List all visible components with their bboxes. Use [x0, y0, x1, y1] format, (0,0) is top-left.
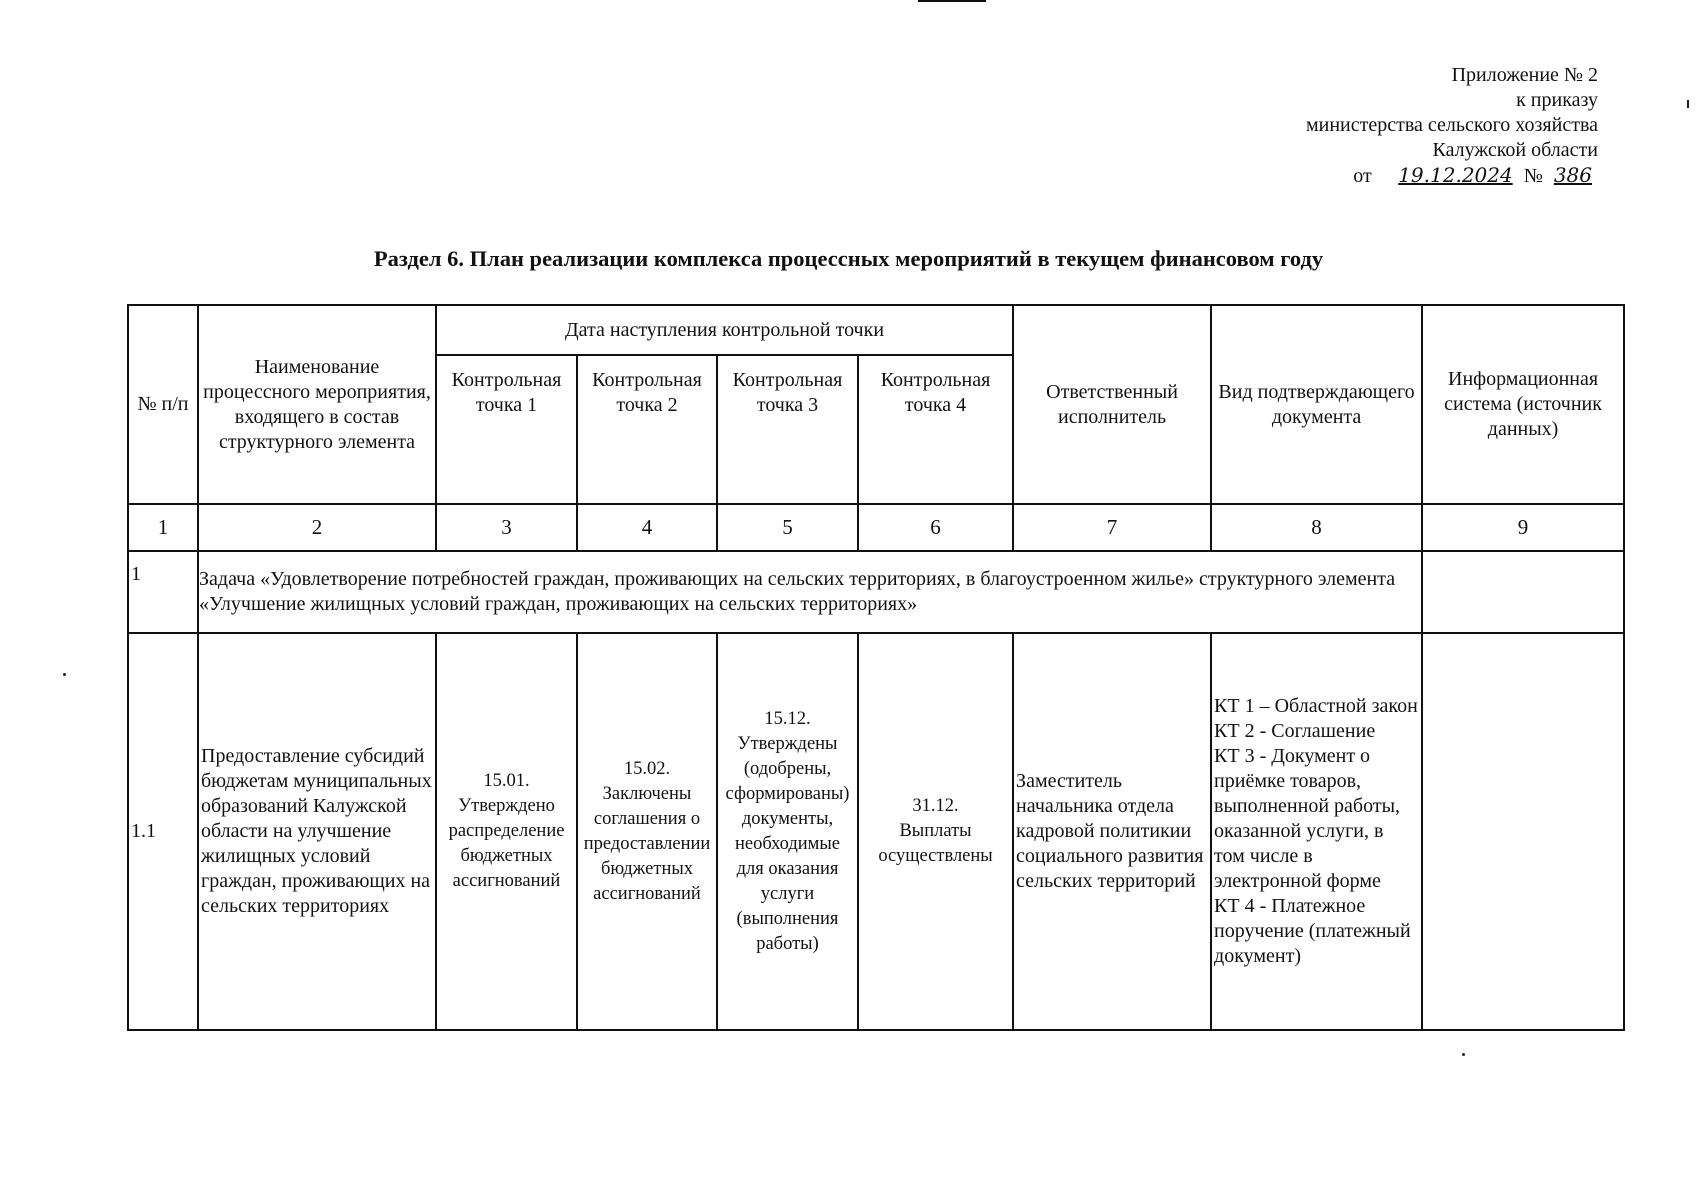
- kt3-text: Утверждены (одобрены, сформированы) документы, необходимые для оказания услуги (выполнения работы): [725, 733, 850, 954]
- appendix-date-line: [1306, 163, 1598, 189]
- scan-speck: [1462, 1053, 1465, 1056]
- column-number: 4: [577, 504, 717, 551]
- date-prefix: от: [1353, 165, 1372, 187]
- row-kt4: [858, 633, 1013, 1030]
- row-number: 1.1: [128, 633, 198, 1030]
- doc-kt3: КТ 3 - Документ о приёмке товаров, выполненной работы, оказанной услуги, в том числе в электронной форме: [1214, 745, 1401, 892]
- column-number: 8: [1211, 504, 1422, 551]
- task-row: [128, 551, 1624, 633]
- task-info-system: [1422, 551, 1624, 633]
- kt4-text: Выплаты осуществлены: [878, 821, 993, 866]
- section-title: Раздел 6. План реализации комплекса процессных мероприятий в текущем финансовом году: [373, 246, 1324, 271]
- order-date: 19.12.2024: [1398, 163, 1513, 187]
- kt2-date: 15.02.: [623, 758, 671, 779]
- header-date-group: Дата наступления контрольной точки: [436, 305, 1013, 355]
- kt2-text: Заключены соглашения о предоставлении бюджетных ассигнований: [583, 783, 711, 904]
- column-number: 5: [717, 504, 858, 551]
- appendix-line: Приложение № 2: [1451, 64, 1598, 86]
- kt1-date: 15.01.: [483, 771, 530, 791]
- header-info-system: Информационная система (источник данных): [1422, 305, 1624, 504]
- header-document-type: Вид подтверждающего документа: [1211, 305, 1422, 504]
- appendix-line: к приказу: [1516, 89, 1598, 111]
- header-row: [128, 305, 1624, 355]
- scan-speck: [63, 673, 66, 676]
- column-numbers-row: [128, 504, 1624, 551]
- doc-kt4: КТ 4 - Платежное поручение (платежный документ): [1214, 895, 1411, 967]
- header-number: № п/п: [128, 305, 198, 504]
- scan-speck: [1687, 100, 1689, 108]
- plan-table: [127, 304, 1625, 1031]
- header-responsible: Ответственный исполнитель: [1013, 305, 1211, 504]
- kt4-date: 31.12.: [912, 796, 959, 816]
- kt3-date: 15.12.: [764, 708, 811, 729]
- appendix-line: министерства сельского хозяйства: [1305, 114, 1598, 136]
- column-number: 1: [128, 504, 198, 551]
- row-document-types: [1211, 633, 1422, 1030]
- number-prefix: №: [1523, 165, 1543, 187]
- row-kt3: [717, 633, 858, 1030]
- column-number: 3: [436, 504, 577, 551]
- row-kt1: [436, 633, 577, 1030]
- doc-kt1: КТ 1 – Областной закон: [1214, 695, 1418, 717]
- header-kt4: Контрольная точка 4: [858, 355, 1013, 504]
- header-kt3: Контрольная точка 3: [717, 355, 858, 504]
- appendix-line: Калужской области: [1432, 139, 1598, 161]
- task-number: 1: [128, 551, 198, 633]
- header-kt2: Контрольная точка 2: [577, 355, 717, 504]
- header-kt1: Контрольная точка 1: [436, 355, 577, 504]
- header-activity-name: Наименование процессного мероприятия, входящего в состав структурного элемента: [198, 305, 436, 504]
- column-number: 6: [858, 504, 1013, 551]
- kt1-text: Утверждено распределение бюджетных ассигнований: [448, 796, 565, 891]
- table-row: [128, 633, 1624, 1030]
- task-text: Задача «Удовлетворение потребностей граждан, проживающих на сельских территориях, в благоустроенном жилье» структурного элемента «Улучшение жилищных условий граждан, проживающих на сельских территориях»: [198, 551, 1422, 633]
- column-number: 2: [198, 504, 436, 551]
- doc-kt2: КТ 2 - Соглашение: [1214, 720, 1376, 742]
- column-number: 7: [1013, 504, 1211, 551]
- row-kt2: [577, 633, 717, 1030]
- column-number: 9: [1422, 504, 1624, 551]
- row-responsible: Заместитель начальника отдела кадровой политикии социального развития сельских территорий: [1013, 633, 1211, 1030]
- order-number: 386: [1553, 163, 1592, 187]
- top-edge-mark: [918, 0, 986, 2]
- appendix-header: [1306, 63, 1598, 189]
- row-info-system: [1422, 633, 1624, 1030]
- row-activity-name: Предоставление субсидий бюджетам муниципальных образований Калужской области на улучшение жилищных условий граждан, проживающих на сельских территориях: [198, 633, 436, 1030]
